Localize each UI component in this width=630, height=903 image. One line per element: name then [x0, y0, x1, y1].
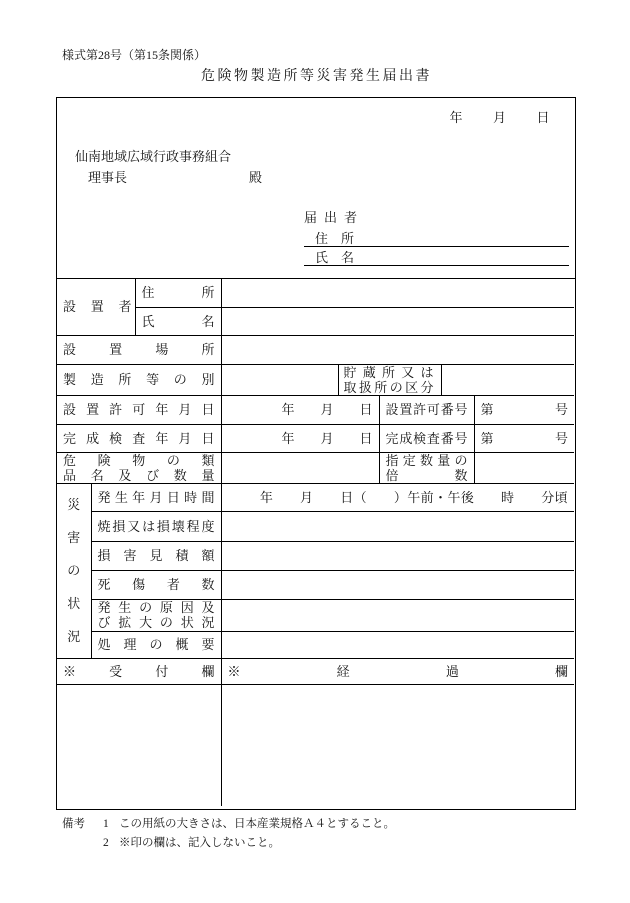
- inspection-number-label: [379, 424, 474, 452]
- section-label-char: 況: [67, 628, 81, 644]
- progress-field: [221, 684, 574, 806]
- row-casualties: [57, 570, 574, 599]
- damage-estimate-label: [91, 541, 221, 570]
- progress-label-text: ※経過欄: [227, 663, 569, 679]
- facility-type-label-text: 製造所等の別: [63, 372, 215, 387]
- row-location: [57, 335, 574, 364]
- location-label-text: 設置場所: [63, 342, 215, 357]
- installer-address-field: [221, 279, 574, 307]
- row-installer-address: [57, 279, 574, 307]
- note-text: この用紙の大きさは、日本産業規格Ａ４とすること。: [119, 818, 395, 830]
- section-label-char: 害: [67, 529, 81, 545]
- permit-number-label: [379, 395, 474, 424]
- casualties-label-text: 死傷者数: [97, 577, 215, 592]
- notes: [62, 815, 395, 853]
- occurrence-field: 年 月 日（ ）午前・午後 時 分頃: [221, 483, 574, 511]
- inspection-number-field: [474, 424, 574, 452]
- note-item-2: [62, 834, 395, 853]
- permit-number-field: [474, 395, 574, 424]
- designated-quantity-label: [379, 452, 474, 483]
- designated-quantity-field: [474, 452, 574, 483]
- row-damage-estimate: [57, 541, 574, 570]
- row-occurrence: [57, 483, 574, 511]
- form-table: [57, 279, 574, 806]
- installer-name-label: [135, 307, 221, 335]
- storage-category-label-line1: 貯蔵所又は: [343, 364, 434, 380]
- form-frame: [56, 97, 576, 810]
- row-office-use-headers: [57, 658, 574, 684]
- inspection-number-label-text: 完成検査番号: [385, 430, 468, 446]
- storage-category-field: [441, 364, 574, 395]
- row-facility-type: [57, 364, 574, 395]
- notifier-label: 届出者: [304, 210, 365, 225]
- recipient-honorific: 殿: [249, 170, 263, 185]
- installer-address-label-text: 住所: [141, 285, 215, 301]
- casualties-field: [221, 570, 574, 599]
- installer-label: [57, 279, 135, 335]
- reception-label: [57, 658, 221, 684]
- damage-extent-label: [91, 511, 221, 541]
- section-label-char: 状: [67, 595, 81, 611]
- installer-label-text: 設置者: [63, 299, 132, 315]
- damage-estimate-label-text: 損害見積額: [97, 548, 215, 563]
- storage-category-label: [338, 364, 441, 395]
- permit-date-label: [57, 395, 221, 424]
- permit-number-field-text: 第 号: [480, 402, 569, 417]
- casualties-label: [91, 570, 221, 599]
- notifier-name-label: 氏名: [315, 250, 368, 265]
- note-text: ※印の欄は、記入しないこと。: [119, 837, 280, 849]
- damage-estimate-field: [221, 541, 574, 570]
- designated-quantity-label-line1: 指定数量の: [385, 452, 468, 468]
- location-label: [57, 335, 221, 364]
- storage-category-label-line2: 取扱所の区分: [343, 379, 434, 395]
- notes-label: 備考: [62, 818, 85, 830]
- hazmat-field: [221, 452, 379, 483]
- form-number: 様式第28号（第15条関係）: [62, 48, 207, 62]
- row-installer-name: [57, 307, 574, 335]
- recipient-organization: 仙南地域広域行政事務組合: [75, 149, 232, 164]
- facility-type-label: [57, 364, 221, 395]
- installer-name-field: [221, 307, 574, 335]
- hazmat-label-line2: 品名及び数量: [63, 467, 215, 483]
- damage-extent-field: [221, 511, 574, 541]
- progress-label: [221, 658, 574, 684]
- reception-field: [57, 684, 221, 806]
- note-number: 1: [103, 818, 109, 830]
- inspection-date-field: 年 月 日: [221, 424, 379, 452]
- inspection-date-label: [57, 424, 221, 452]
- row-cause: [57, 599, 574, 631]
- row-hazmat: [57, 452, 574, 483]
- row-response: [57, 631, 574, 658]
- submission-date: 年 月 日: [449, 110, 551, 125]
- reception-label-text: ※受付欄: [63, 663, 215, 679]
- cause-label: [91, 599, 221, 631]
- occurrence-label-text: 発生年月日時間: [97, 489, 215, 505]
- document-title: 危険物製造所等災害発生届出書: [201, 69, 432, 84]
- hazmat-label-line1: 危険物の類: [63, 452, 215, 468]
- permit-number-label-text: 設置許可番号: [385, 402, 468, 417]
- row-inspection: [57, 424, 574, 452]
- table-body: [57, 279, 574, 806]
- inspection-date-label-text: 完成検査年月日: [63, 430, 215, 446]
- cause-label-line2: び拡大の状況: [97, 615, 215, 630]
- response-label: [91, 631, 221, 658]
- inspection-number-field-text: 第 号: [480, 430, 569, 446]
- response-label-text: 処理の概要: [97, 637, 215, 652]
- note-item-1: [62, 815, 395, 834]
- disaster-section-label-text: [67, 498, 81, 644]
- row-permit: [57, 395, 574, 424]
- notifier-name-line: [304, 250, 569, 266]
- recipient-title: 理事長: [88, 170, 128, 185]
- form-header: [57, 98, 575, 279]
- permit-date-label-text: 設置許可年月日: [63, 402, 215, 417]
- occurrence-label: [91, 483, 221, 511]
- location-field: [221, 335, 574, 364]
- installer-address-label: [135, 279, 221, 307]
- section-label-char: 災: [67, 496, 81, 512]
- facility-type-field: [221, 364, 338, 395]
- row-office-use-fields: [57, 684, 574, 806]
- note-number: 2: [103, 837, 109, 849]
- damage-extent-label-text: 焼損又は損壊程度: [97, 518, 215, 534]
- designated-quantity-label-line2: 倍数: [385, 467, 468, 483]
- response-field: [221, 631, 574, 658]
- permit-date-field: 年 月 日: [221, 395, 379, 424]
- disaster-section-label: [57, 483, 91, 658]
- notifier-address-label: 住所: [315, 231, 368, 246]
- installer-name-label-text: 氏名: [141, 313, 215, 329]
- row-damage-extent: [57, 511, 574, 541]
- section-label-char: の: [67, 562, 81, 578]
- notifier-address-line: [304, 231, 569, 247]
- cause-label-line1: 発生の原因及: [97, 600, 215, 615]
- cause-field: [221, 599, 574, 631]
- hazmat-label: [57, 452, 221, 483]
